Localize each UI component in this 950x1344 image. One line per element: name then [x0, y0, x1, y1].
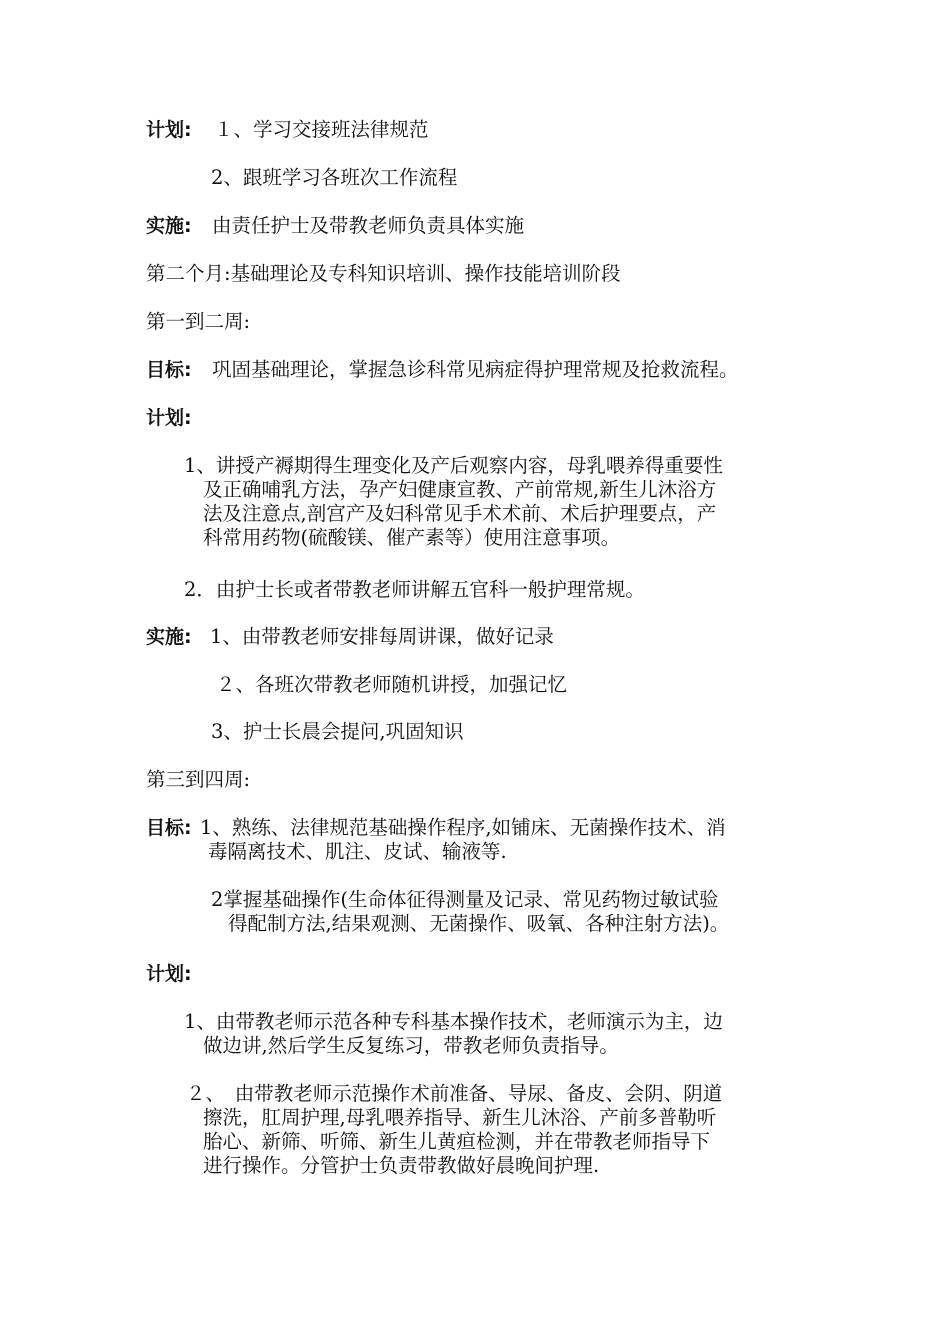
plan-item-2: 2、跟班学习各班次工作流程 — [211, 166, 458, 189]
month-two-heading: 第二个月:基础理论及专科知识培训、操作技能培训阶段 — [146, 262, 621, 285]
plan-2-item-1 — [184, 454, 723, 550]
plan-2-item-1-line: 及正确哺乳方法，孕产妇健康宣教、产前常规,新生儿沐浴方 — [203, 478, 717, 501]
plan-3-item-2-line: 擦洗，肛周护理,母乳喂养指导、新生儿沐浴、产前多普勒听 — [203, 1106, 717, 1129]
goal-2-item-2-line: 2掌握基础操作(生命体征得测量及记录、常见药物过敏试验 — [211, 888, 719, 911]
implementation-label: 实施: — [146, 215, 192, 237]
plan-label-2: 计划: — [146, 407, 192, 429]
goal-2-item-2 — [211, 888, 729, 936]
plan-2-item-1-line: 法及注意点,剖宫产及妇科常见手术术前、术后护理要点，产 — [203, 502, 717, 525]
plan-2-item-2: 2．由护士长或者带教老师讲解五官科一般护理常规。 — [184, 578, 645, 601]
plan-3-item-2 — [186, 1082, 722, 1178]
implementation-label-2: 实施: — [146, 626, 192, 648]
plan-2-item-1-line: 1、讲授产褥期得生理变化及产后观察内容，母乳喂养得重要性 — [184, 454, 723, 477]
plan-label: 计划: — [146, 119, 192, 141]
implementation-text: 由责任护士及带教老师负责具体实施 — [212, 214, 525, 237]
plan-2-item-1-line: 科常用药物(硫酸镁、催产素等）使用注意事项。 — [203, 526, 621, 549]
implementation-2-item-2: ２、各班次带教老师随机讲授，加强记忆 — [216, 673, 568, 696]
goal-2-item-1 — [200, 816, 726, 864]
goal-label: 目标: — [146, 359, 192, 381]
goal-2-item-1-line: 1、熟练、法律规范基础操作程序,如铺床、无菌操作技术、消 — [200, 816, 726, 839]
plan-3-item-1-line: 做边讲,然后学生反复练习，带教老师负责指导。 — [203, 1034, 619, 1057]
plan-label-3: 计划: — [146, 963, 192, 985]
goal-label-2: 目标: — [146, 817, 192, 839]
implementation-2-item-3: 3、护士长晨会提问,巩固知识 — [211, 720, 464, 743]
implementation-2-item-1: 1、由带教老师安排每周讲课，做好记录 — [210, 625, 554, 648]
goal-2-item-2-line: 得配制方法,结果观测、无菌操作、吸氧、各种注射方法)。 — [228, 912, 730, 935]
goal-text: 巩固基础理论，掌握急诊科常见病症得护理常规及抢救流程。 — [212, 358, 739, 381]
weeks-three-four-heading: 第三到四周: — [146, 768, 251, 791]
goal-2-item-1-line: 毒隔离技术、肌注、皮试、输液等. — [208, 840, 507, 863]
plan-3-item-2-line: ２、 由带教老师示范操作术前准备、导尿、备皮、会阴、阴道 — [186, 1082, 723, 1105]
plan-item-1: １、学习交接班法律规范 — [214, 118, 429, 141]
plan-3-item-1-line: 1、由带教老师示范各种专科基本操作技术，老师演示为主，边 — [184, 1010, 723, 1033]
plan-3-item-2-line: 胎心、新筛、听筛、新生儿黄疸检测，并在带教老师指导下 — [203, 1130, 711, 1153]
plan-3-item-1 — [184, 1010, 723, 1058]
weeks-one-two-heading: 第一到二周: — [146, 310, 251, 333]
plan-3-item-2-line: 进行操作。分管护士负责带教做好晨晚间护理. — [203, 1154, 600, 1177]
